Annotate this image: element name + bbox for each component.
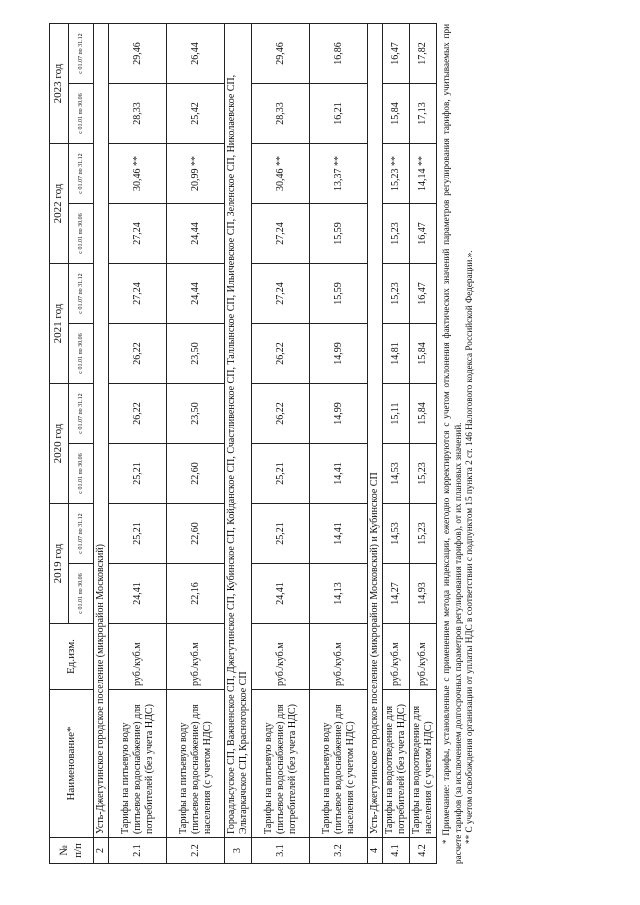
header-year-2019: 2019 год <box>50 504 69 624</box>
header-period-first: с 01.01 по 30.06 <box>69 444 94 504</box>
table-row <box>167 24 225 864</box>
cell-2022-h1: 27,24 <box>109 204 167 264</box>
section-title: Усть-Джегутинское городское поселение (микрорайон Московский) <box>94 24 109 838</box>
cell-2021-h2: 15,23 <box>383 264 410 324</box>
row-num: 4.2 <box>410 838 437 864</box>
header-period-first: с 01.01 по 30.06 <box>69 324 94 384</box>
cell-2019-h1: 14,93 <box>410 564 437 624</box>
cell-2020-h2: 26,22 <box>252 384 310 444</box>
cell-2021-h1: 14,99 <box>310 324 368 384</box>
cell-2021-h2: 27,24 <box>252 264 310 324</box>
cell-2019-h1: 14,13 <box>310 564 368 624</box>
cell-2023-h1: 15,84 <box>383 84 410 144</box>
cell-2023-h1: 28,33 <box>109 84 167 144</box>
section-title: Усть-Джегутинское городское поселение (микрорайон Московский) и Кубинское СП <box>368 24 383 838</box>
header-year-2023: 2023 год <box>50 24 69 144</box>
row-num: 4.1 <box>383 838 410 864</box>
cell-2019-h1: 24,41 <box>109 564 167 624</box>
row-name: Тарифы на питьевую воду (питьевое водоснабжение) для потребителей (без учета НДС) <box>252 690 310 838</box>
row-name: Тарифы на питьевую воду (питьевое водоснабжение) для потребителей (без учета НДС) <box>109 690 167 838</box>
cell-2021-h1: 15,84 <box>410 324 437 384</box>
cell-2021-h2: 27,24 <box>109 264 167 324</box>
row-unit: руб./куб.м <box>252 624 310 690</box>
cell-2021-h1: 23,50 <box>167 324 225 384</box>
cell-2021-h1: 14,81 <box>383 324 410 384</box>
cell-2023-h1: 28,33 <box>252 84 310 144</box>
row-num: 3.2 <box>310 838 368 864</box>
header-period-second: с 01.07 по 31.12 <box>69 384 94 444</box>
tariff-table <box>49 23 437 864</box>
cell-2020-h2: 15,84 <box>410 384 437 444</box>
cell-2019-h1: 22,16 <box>167 564 225 624</box>
cell-2023-h2: 17,82 <box>410 24 437 84</box>
header-period-second: с 01.07 по 31.12 <box>69 264 94 324</box>
table-row <box>383 24 410 864</box>
section-num: 2 <box>94 838 109 864</box>
cell-2023-h1: 16,21 <box>310 84 368 144</box>
cell-2020-h2: 15,11 <box>383 384 410 444</box>
table-row <box>410 24 437 864</box>
rotated-content <box>49 24 589 864</box>
cell-2022-h1: 16,47 <box>410 204 437 264</box>
cell-2023-h2: 16,86 <box>310 24 368 84</box>
row-unit: руб./куб.м <box>109 624 167 690</box>
table-row <box>109 24 167 864</box>
header-unit: Ед.изм. <box>50 624 94 690</box>
cell-2022-h2: 14,14 ** <box>410 144 437 204</box>
cell-2019-h1: 24,41 <box>252 564 310 624</box>
row-unit: руб./куб.м <box>167 624 225 690</box>
header-period-first: с 01.01 по 30.06 <box>69 84 94 144</box>
header-year-2020: 2020 год <box>50 384 69 504</box>
footnote-2: ** С учетом освобождения организации от уплаты НДС в соответствии с подпунктом 15 пункта 2 ст. 146 Налогового кодекса Российской Федерации.». <box>464 250 474 844</box>
header-period-first: с 01.01 по 30.06 <box>69 564 94 624</box>
header-year-2022: 2022 год <box>50 144 69 264</box>
row-num: 3.1 <box>252 838 310 864</box>
header-period-second: с 01.07 по 31.12 <box>69 24 94 84</box>
cell-2022-h2: 20,99 ** <box>167 144 225 204</box>
row-unit: руб./куб.м <box>410 624 437 690</box>
cell-2020-h2: 26,22 <box>109 384 167 444</box>
row-num: 2.1 <box>109 838 167 864</box>
section-title: Гороадльсуское СП, Важненское СП, Джегутинское СП, Кубинское СП, Койданское СП, Счастливенское СП, Таллынское СП, Ильичевское СП, Зеленское СП, Николаевское СП, Эльтаркачское СП, Красногорское СП <box>225 24 252 838</box>
header-period-second: с 01.07 по 31.12 <box>69 504 94 564</box>
cell-2022-h1: 15,59 <box>310 204 368 264</box>
cell-2020-h1: 14,53 <box>383 444 410 504</box>
row-num: 2.2 <box>167 838 225 864</box>
cell-2019-h1: 14,27 <box>383 564 410 624</box>
cell-2022-h2: 13,37 ** <box>310 144 368 204</box>
cell-2019-h2: 15,23 <box>410 504 437 564</box>
cell-2023-h1: 17,13 <box>410 84 437 144</box>
cell-2023-h2: 26,44 <box>167 24 225 84</box>
cell-2022-h2: 15,23 ** <box>383 144 410 204</box>
cell-2019-h2: 14,41 <box>310 504 368 564</box>
cell-2023-h1: 25,42 <box>167 84 225 144</box>
cell-2019-h2: 14,53 <box>383 504 410 564</box>
header-period-second: с 01.07 по 31.12 <box>69 144 94 204</box>
table-row <box>310 24 368 864</box>
table-row <box>252 24 310 864</box>
cell-2022-h1: 24,44 <box>167 204 225 264</box>
row-name: Тарифы на питьевую воду (питьевое водоснабжение) для населения (с учетом НДС) <box>310 690 368 838</box>
cell-2021-h2: 15,59 <box>310 264 368 324</box>
header-num: № п/п <box>50 838 94 864</box>
row-name: Тарифы на водоотведение для потребителей (без учета НДС) <box>383 690 410 838</box>
row-name: Тарифы на питьевую воду (питьевое водоснабжение) для населения (с учетом НДС) <box>167 690 225 838</box>
footnotes <box>441 24 476 864</box>
cell-2019-h2: 25,21 <box>109 504 167 564</box>
cell-2021-h1: 26,22 <box>252 324 310 384</box>
row-unit: руб./куб.м <box>310 624 368 690</box>
row-unit: руб./куб.м <box>383 624 410 690</box>
header-period-first: с 01.01 по 30.06 <box>69 204 94 264</box>
cell-2021-h1: 26,22 <box>109 324 167 384</box>
cell-2020-h2: 14,99 <box>310 384 368 444</box>
cell-2023-h2: 16,47 <box>383 24 410 84</box>
cell-2022-h1: 15,23 <box>383 204 410 264</box>
cell-2021-h2: 16,47 <box>410 264 437 324</box>
section-num: 4 <box>368 838 383 864</box>
cell-2022-h2: 30,46 ** <box>252 144 310 204</box>
header-name: Наименование* <box>50 690 94 838</box>
cell-2021-h2: 24,44 <box>167 264 225 324</box>
footnote-1: * Примечание: тарифы, установленные с применением метода индексации, ежегодно корректируются с учетом отклонения фактических значений параметров регулирования тарифов, учитываемых при расчете тарифов (за исключением долгосрочных параметров регулирования тарифов), от их плановых значений. <box>441 24 463 864</box>
section-num: 3 <box>225 838 252 864</box>
cell-2020-h1: 22,60 <box>167 444 225 504</box>
cell-2019-h2: 22,60 <box>167 504 225 564</box>
cell-2022-h2: 30,46 ** <box>109 144 167 204</box>
cell-2020-h1: 15,23 <box>410 444 437 504</box>
header-year-2021: 2021 год <box>50 264 69 384</box>
cell-2020-h2: 23,50 <box>167 384 225 444</box>
cell-2019-h2: 25,21 <box>252 504 310 564</box>
cell-2020-h1: 25,21 <box>109 444 167 504</box>
cell-2023-h2: 29,46 <box>252 24 310 84</box>
cell-2023-h2: 29,46 <box>109 24 167 84</box>
cell-2020-h1: 14,41 <box>310 444 368 504</box>
row-name: Тарифы на водоотведение для населения (с учетом НДС) <box>410 690 437 838</box>
cell-2022-h1: 27,24 <box>252 204 310 264</box>
cell-2020-h1: 25,21 <box>252 444 310 504</box>
